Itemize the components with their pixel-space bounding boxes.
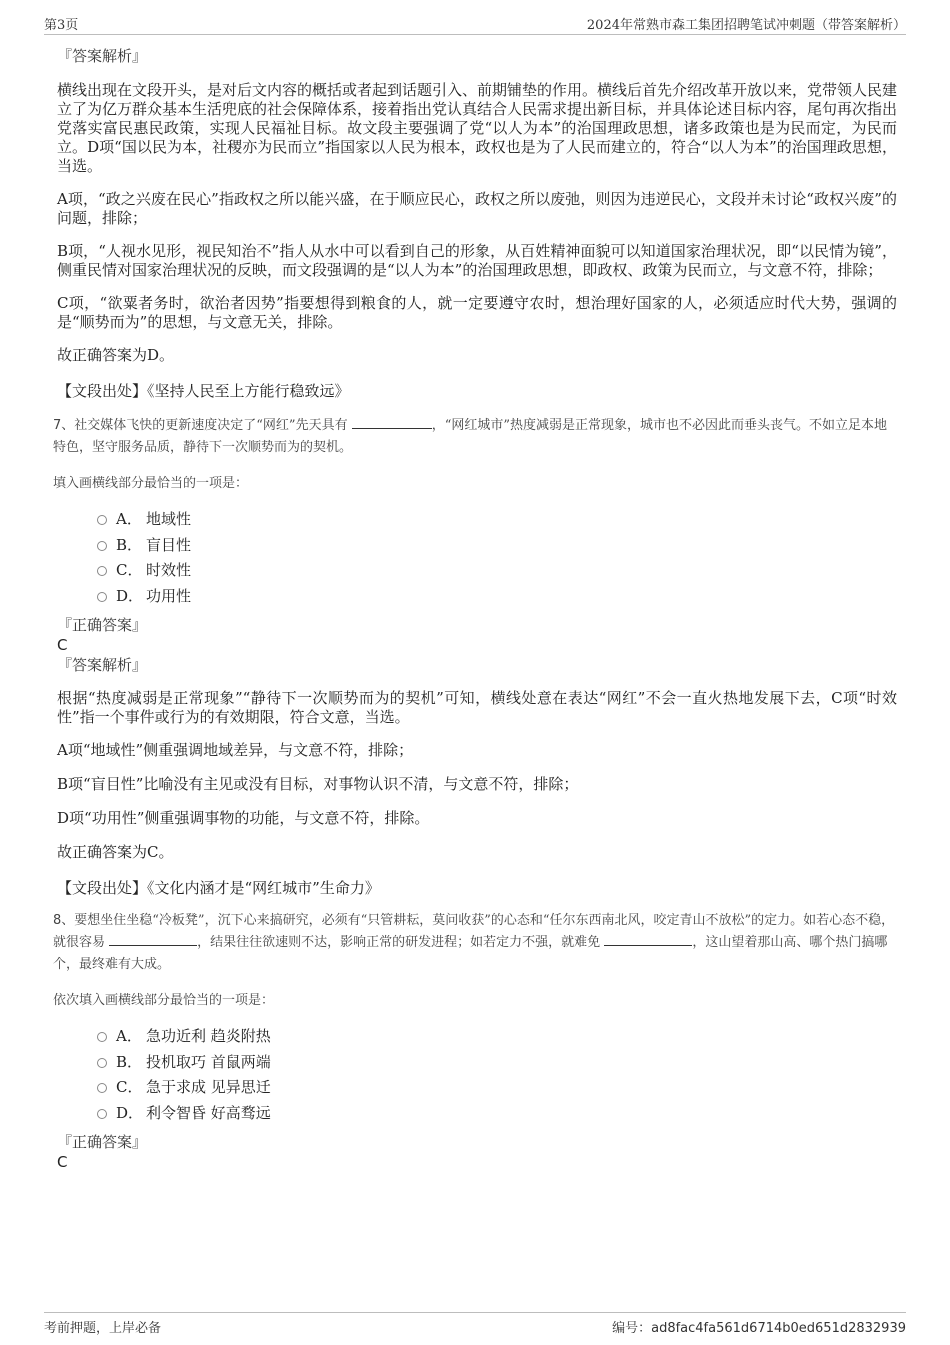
option-letter: C． [116,561,143,579]
q8-blank-2 [604,933,692,946]
option-text: 时效性 [146,561,192,579]
option-text: 投机取巧 首鼠两端 [146,1052,271,1071]
q6-analysis-main: 横线出现在文段开头，是对后文内容的概括或者起到话题引入、前期铺垫的作用。横线后首先介绍改革开放以来，党带领人民建立了为亿万群众基本生活兜底的社会保障体系，接着指出党认真结合人民需求提出新目标，并具体论述目标内容，尾句再次指出党落实富民惠民政策，实现人民福祉目标。故文段主要强调了党“以人为本”的治国理政思想，诸多政策也是为民而定，为民而立。D项“国以民为本，社稷亦为民而立”指国家以人民为根本，政权也是为了人民而建立的，符合“以人为本”的治国理政思想，当选。 [57,81,898,175]
q8-options [57,1026,897,1128]
option-text: 利令智昏 好高骛远 [146,1103,271,1122]
option-letter: A． [116,1027,142,1045]
option-letter: D． [116,586,144,605]
q7-analysis-d: D项“功用性”侧重强调事物的功能，与文意不符，排除。 [57,809,430,827]
radio-icon[interactable] [97,566,107,576]
option-text: 地域性 [146,510,192,528]
q8-stem-2: ，结果往往欲速则不达，影响正常的研发进程；如若定力不强，就难免 [197,935,601,950]
radio-icon[interactable] [97,1083,107,1093]
radio-icon[interactable] [97,541,107,551]
option-text: 功用性 [146,586,192,605]
q8-stem-1: 要想坐住坐稳“冷板凳”，沉下心来搞研究，必须有“只管耕耘，莫问收获”的心态和“任尔东西南北风，咬定青山不放松”的定力。如若心态不稳，就很容易 [53,913,895,950]
q7-source: 【文段出处】《文化内涵才是“网红城市”生命力》 [57,879,380,897]
radio-icon[interactable] [97,592,107,602]
q7-correct-answer: C [57,636,68,654]
q8-option-a[interactable] [57,1026,897,1052]
q7-analysis-b: B项“盲目性”比喻没有主见或没有目标，对事物认识不清，与文意不符，排除； [57,775,579,793]
q6-analysis-c: C项，“欲粟者务时，欲治者因势”指要想得到粮食的人，就一定要遵守农时，想治理好国家的人，必须适应时代大势，强调的是“顺势而为”的思想，与文意无关，排除。 [57,294,897,331]
radio-icon[interactable] [97,515,107,525]
q7-options [57,509,897,611]
q7-correct-label: 『正确答案』 [57,616,148,634]
option-letter: B． [116,535,143,554]
option-text: 盲目性 [146,535,192,554]
q8-stem [53,910,897,976]
page-number: 第3页 [44,18,79,33]
q8-number: 8、 [53,913,75,928]
q6-analysis-b: B项，“人视水见形，视民知治不”指人从水中可以看到自己的形象，从百姓精神面貌可以知道国家治理状况，即“以民情为镜”，侧重民情对国家治理状况的反映，而文段强调的是“以人为本”的治国理政思想，即政权、政策为民而立，与文意不符，排除； [57,242,897,279]
code-value: ad8fac4fa561d6714b0ed651d2832939 [651,1321,906,1336]
q8-option-c[interactable] [57,1077,897,1103]
page-footer [44,1312,906,1337]
radio-icon[interactable] [97,1032,107,1042]
option-letter: D． [116,1103,144,1122]
q8-option-b[interactable] [57,1052,897,1078]
document-code [612,1317,906,1336]
radio-icon[interactable] [97,1058,107,1068]
q8-stem-3: ，这山望着那山高、哪个热门搞哪个，最终难有大成。 [53,935,888,972]
option-letter: C． [116,1078,143,1096]
q7-stem-after: ，“网红城市”热度减弱是正常现象，城市也不必因此而垂头丧气。不如立足本地特色，坚守服务品质，静待下一次顺势而为的契机。 [53,418,888,455]
q7-conclusion: 故正确答案为C。 [57,843,174,861]
q8-prompt: 依次填入画横线部分最恰当的一项是： [53,993,275,1008]
page-content [53,46,898,1172]
q7-stem-before: 社交媒体飞快的更新速度决定了“网红”先天具有 [74,418,348,433]
q7-analysis-a: A项“地域性”侧重强调地域差异，与文意不符，排除； [57,741,414,759]
q7-stem [53,415,897,459]
option-letter: A． [116,510,142,528]
q8-option-d[interactable] [57,1103,897,1129]
q7-number: 7、 [53,418,75,433]
document-title: 2024年常熟市森工集团招聘笔试冲刺题（带答案解析） [586,18,906,33]
q6-conclusion: 故正确答案为D。 [57,346,175,364]
q6-analysis-a: A项，“政之兴废在民心”指政权之所以能兴盛，在于顺应民心，政权之所以废弛，则因为违逆民心，文段并未讨论“政权兴废”的问题，排除； [57,190,897,227]
code-label: 编号： [612,1321,652,1336]
q7-analysis-main: 根据“热度减弱是正常现象”“静待下一次顺势而为的契机”可知，横线处意在表达“网红”不会一直火热地发展下去，C项“时效性”指一个事件或行为的有效期限，符合文意，当选。 [57,689,897,726]
q6-analysis-label: 『答案解析』 [57,47,148,65]
q7-analysis-label: 『答案解析』 [57,656,148,674]
q7-option-b[interactable] [57,535,897,561]
page-header [44,12,906,35]
q8-correct-label: 『正确答案』 [57,1133,148,1151]
option-text: 急功近利 趋炎附热 [146,1027,271,1045]
q7-option-d[interactable] [57,586,897,612]
option-letter: B． [116,1052,143,1071]
footer-slogan: 考前押题，上岸必备 [44,1321,162,1336]
q7-prompt: 填入画横线部分最恰当的一项是： [53,476,249,491]
q8-correct-answer: C [57,1153,68,1171]
option-text: 急于求成 见异思迁 [146,1078,271,1096]
radio-icon[interactable] [97,1109,107,1119]
q8-blank-1 [109,933,197,946]
q7-option-c[interactable] [57,560,897,586]
q7-option-a[interactable] [57,509,897,535]
q7-blank [352,416,432,429]
q6-source: 【文段出处】《坚持人民至上方能行稳致远》 [57,382,350,400]
